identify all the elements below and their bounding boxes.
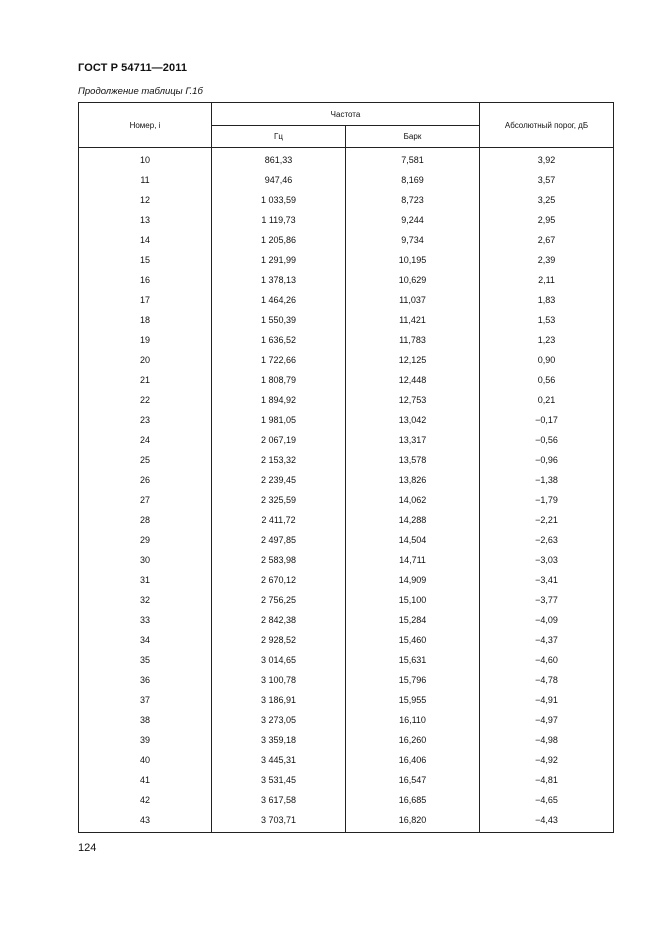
cell-frequency-hz: 1 205,86 (212, 230, 346, 250)
table-row (79, 250, 614, 270)
cell-frequency-hz: 3 703,71 (212, 810, 346, 833)
cell-frequency-bark: 16,110 (346, 710, 480, 730)
cell-threshold-db: −4,65 (480, 790, 614, 810)
table-caption: Продолжение таблицы Г.1б (78, 86, 203, 97)
cell-frequency-bark: 13,578 (346, 450, 480, 470)
cell-frequency-hz: 2 067,19 (212, 430, 346, 450)
table-header-row (79, 103, 614, 126)
cell-number: 25 (79, 450, 212, 470)
cell-frequency-bark: 11,037 (346, 290, 480, 310)
cell-frequency-bark: 12,125 (346, 350, 480, 370)
cell-number: 30 (79, 550, 212, 570)
cell-frequency-hz: 3 617,58 (212, 790, 346, 810)
cell-threshold-db: 2,67 (480, 230, 614, 250)
cell-frequency-bark: 13,317 (346, 430, 480, 450)
cell-frequency-hz: 1 722,66 (212, 350, 346, 370)
cell-threshold-db: −0,56 (480, 430, 614, 450)
table-row (79, 690, 614, 710)
cell-threshold-db: 0,21 (480, 390, 614, 410)
cell-number: 22 (79, 390, 212, 410)
column-header-threshold: Абсолютный порог, дБ (480, 103, 614, 148)
table-row (79, 710, 614, 730)
cell-frequency-bark: 15,100 (346, 590, 480, 610)
cell-threshold-db: −3,77 (480, 590, 614, 610)
cell-frequency-hz: 3 445,31 (212, 750, 346, 770)
cell-threshold-db: 3,25 (480, 190, 614, 210)
table-row (79, 490, 614, 510)
column-header-frequency: Частота (212, 103, 480, 126)
cell-threshold-db: −4,37 (480, 630, 614, 650)
cell-frequency-hz: 2 411,72 (212, 510, 346, 530)
cell-threshold-db: 2,95 (480, 210, 614, 230)
cell-frequency-bark: 14,504 (346, 530, 480, 550)
cell-frequency-hz: 1 808,79 (212, 370, 346, 390)
cell-frequency-bark: 16,260 (346, 730, 480, 750)
cell-number: 34 (79, 630, 212, 650)
cell-threshold-db: −3,03 (480, 550, 614, 570)
column-header-number: Номер, i (79, 103, 212, 148)
table-row (79, 630, 614, 650)
table-row (79, 190, 614, 210)
cell-threshold-db: −4,91 (480, 690, 614, 710)
cell-number: 11 (79, 170, 212, 190)
cell-threshold-db: −4,97 (480, 710, 614, 730)
cell-frequency-bark: 15,460 (346, 630, 480, 650)
cell-threshold-db: −4,98 (480, 730, 614, 750)
cell-frequency-hz: 3 186,91 (212, 690, 346, 710)
cell-frequency-bark: 15,955 (346, 690, 480, 710)
table-row (79, 410, 614, 430)
cell-frequency-hz: 2 756,25 (212, 590, 346, 610)
cell-threshold-db: 1,53 (480, 310, 614, 330)
cell-frequency-bark: 15,796 (346, 670, 480, 690)
table-row (79, 570, 614, 590)
cell-frequency-bark: 10,629 (346, 270, 480, 290)
cell-frequency-hz: 1 119,73 (212, 210, 346, 230)
table-row (79, 550, 614, 570)
table-row (79, 310, 614, 330)
cell-number: 16 (79, 270, 212, 290)
cell-threshold-db: −0,17 (480, 410, 614, 430)
cell-number: 14 (79, 230, 212, 250)
table-row (79, 790, 614, 810)
column-header-hz: Гц (212, 126, 346, 148)
cell-threshold-db: −4,78 (480, 670, 614, 690)
cell-frequency-hz: 1 378,13 (212, 270, 346, 290)
standard-title: ГОСТ Р 54711—2011 (78, 62, 188, 74)
table-row (79, 730, 614, 750)
cell-number: 23 (79, 410, 212, 430)
cell-number: 10 (79, 148, 212, 171)
cell-frequency-hz: 2 928,52 (212, 630, 346, 650)
cell-frequency-hz: 1 291,99 (212, 250, 346, 270)
cell-frequency-bark: 12,448 (346, 370, 480, 390)
table-row (79, 290, 614, 310)
cell-threshold-db: 1,23 (480, 330, 614, 350)
cell-frequency-hz: 3 014,65 (212, 650, 346, 670)
cell-number: 35 (79, 650, 212, 670)
cell-threshold-db: 3,92 (480, 148, 614, 171)
cell-number: 20 (79, 350, 212, 370)
cell-number: 39 (79, 730, 212, 750)
cell-frequency-bark: 15,284 (346, 610, 480, 630)
column-header-bark: Барк (346, 126, 480, 148)
table-row (79, 530, 614, 550)
cell-number: 31 (79, 570, 212, 590)
cell-threshold-db: −3,41 (480, 570, 614, 590)
cell-frequency-hz: 2 583,98 (212, 550, 346, 570)
cell-threshold-db: −1,79 (480, 490, 614, 510)
table-row (79, 370, 614, 390)
cell-frequency-hz: 1 981,05 (212, 410, 346, 430)
cell-frequency-hz: 2 325,59 (212, 490, 346, 510)
table-row (79, 610, 614, 630)
table-row (79, 230, 614, 250)
page-number: 124 (78, 842, 97, 854)
cell-number: 28 (79, 510, 212, 530)
cell-frequency-bark: 14,909 (346, 570, 480, 590)
cell-frequency-bark: 9,734 (346, 230, 480, 250)
cell-frequency-bark: 16,547 (346, 770, 480, 790)
cell-number: 24 (79, 430, 212, 450)
cell-number: 21 (79, 370, 212, 390)
cell-frequency-bark: 8,723 (346, 190, 480, 210)
cell-number: 27 (79, 490, 212, 510)
table-row (79, 390, 614, 410)
cell-frequency-hz: 1 464,26 (212, 290, 346, 310)
cell-threshold-db: 3,57 (480, 170, 614, 190)
cell-number: 15 (79, 250, 212, 270)
cell-threshold-db: −4,43 (480, 810, 614, 833)
cell-frequency-hz: 2 842,38 (212, 610, 346, 630)
cell-number: 29 (79, 530, 212, 550)
table-row (79, 510, 614, 530)
cell-number: 32 (79, 590, 212, 610)
cell-threshold-db: 2,11 (480, 270, 614, 290)
cell-number: 33 (79, 610, 212, 630)
cell-threshold-db: −4,60 (480, 650, 614, 670)
table-row (79, 350, 614, 370)
cell-frequency-hz: 2 239,45 (212, 470, 346, 490)
cell-frequency-hz: 2 153,32 (212, 450, 346, 470)
cell-threshold-db: −2,21 (480, 510, 614, 530)
cell-frequency-bark: 12,753 (346, 390, 480, 410)
cell-threshold-db: −1,38 (480, 470, 614, 490)
cell-number: 13 (79, 210, 212, 230)
table-row (79, 170, 614, 190)
cell-threshold-db: −4,81 (480, 770, 614, 790)
cell-frequency-bark: 8,169 (346, 170, 480, 190)
cell-threshold-db: −0,96 (480, 450, 614, 470)
cell-threshold-db: −4,09 (480, 610, 614, 630)
table-row (79, 750, 614, 770)
cell-number: 42 (79, 790, 212, 810)
table-row (79, 810, 614, 833)
cell-frequency-bark: 16,820 (346, 810, 480, 833)
cell-number: 19 (79, 330, 212, 350)
cell-frequency-bark: 13,042 (346, 410, 480, 430)
cell-frequency-hz: 3 531,45 (212, 770, 346, 790)
cell-number: 18 (79, 310, 212, 330)
cell-frequency-bark: 10,195 (346, 250, 480, 270)
table-row (79, 650, 614, 670)
table-row (79, 770, 614, 790)
cell-frequency-hz: 2 497,85 (212, 530, 346, 550)
table-row (79, 470, 614, 490)
cell-frequency-hz: 1 636,52 (212, 330, 346, 350)
cell-frequency-bark: 11,783 (346, 330, 480, 350)
cell-threshold-db: 1,83 (480, 290, 614, 310)
cell-number: 37 (79, 690, 212, 710)
cell-frequency-hz: 2 670,12 (212, 570, 346, 590)
table-row (79, 430, 614, 450)
cell-number: 41 (79, 770, 212, 790)
frequency-threshold-table (78, 102, 614, 833)
cell-number: 26 (79, 470, 212, 490)
cell-frequency-bark: 14,062 (346, 490, 480, 510)
cell-threshold-db: 0,56 (480, 370, 614, 390)
cell-threshold-db: 2,39 (480, 250, 614, 270)
cell-frequency-hz: 1 033,59 (212, 190, 346, 210)
cell-frequency-hz: 3 100,78 (212, 670, 346, 690)
cell-frequency-bark: 15,631 (346, 650, 480, 670)
cell-frequency-hz: 861,33 (212, 148, 346, 171)
cell-frequency-hz: 3 273,05 (212, 710, 346, 730)
cell-frequency-hz: 1 894,92 (212, 390, 346, 410)
table-row (79, 270, 614, 290)
cell-frequency-bark: 16,685 (346, 790, 480, 810)
cell-number: 40 (79, 750, 212, 770)
cell-frequency-hz: 947,46 (212, 170, 346, 190)
cell-number: 43 (79, 810, 212, 833)
table-body (79, 148, 614, 833)
table-row (79, 670, 614, 690)
table-row (79, 330, 614, 350)
table-row (79, 590, 614, 610)
cell-number: 36 (79, 670, 212, 690)
cell-frequency-bark: 14,711 (346, 550, 480, 570)
table-row (79, 450, 614, 470)
cell-number: 38 (79, 710, 212, 730)
cell-frequency-bark: 13,826 (346, 470, 480, 490)
cell-number: 17 (79, 290, 212, 310)
cell-threshold-db: 0,90 (480, 350, 614, 370)
cell-threshold-db: −4,92 (480, 750, 614, 770)
cell-frequency-bark: 9,244 (346, 210, 480, 230)
table-row (79, 210, 614, 230)
cell-frequency-bark: 7,581 (346, 148, 480, 171)
table-row (79, 148, 614, 171)
cell-frequency-bark: 11,421 (346, 310, 480, 330)
cell-frequency-hz: 3 359,18 (212, 730, 346, 750)
cell-frequency-hz: 1 550,39 (212, 310, 346, 330)
cell-frequency-bark: 14,288 (346, 510, 480, 530)
cell-frequency-bark: 16,406 (346, 750, 480, 770)
cell-threshold-db: −2,63 (480, 530, 614, 550)
cell-number: 12 (79, 190, 212, 210)
